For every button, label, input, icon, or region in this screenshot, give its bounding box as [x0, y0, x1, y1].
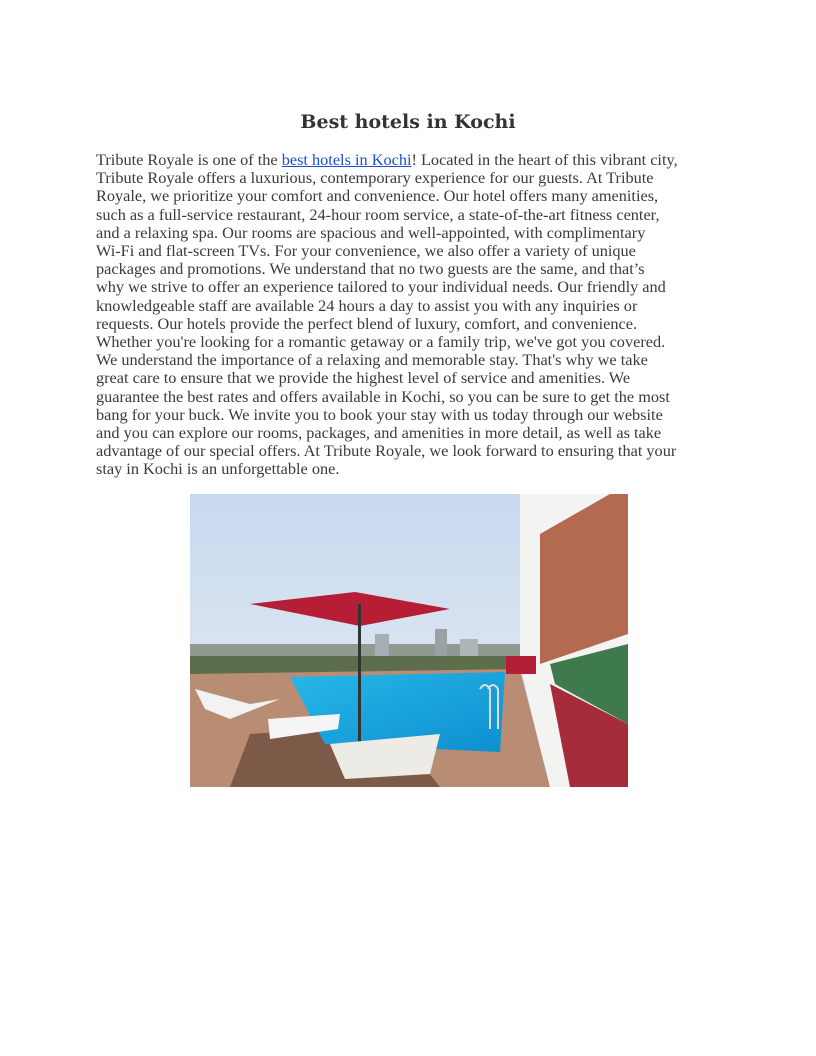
text-line: why we strive to offer an experience tailored to your individual needs. Our friendly and	[96, 277, 666, 297]
best-hotels-link[interactable]: best hotels in Kochi	[281, 150, 412, 169]
text-segment: ! Located in the heart of this vibrant city,	[411, 150, 678, 169]
text-line: Royale, we prioritize your comfort and convenience. Our hotel offers many amenities,	[96, 186, 659, 206]
text-line: such as a full-service restaurant, 24-hour room service, a state-of-the-art fitness center,	[96, 204, 660, 224]
text-segment: Tribute Royale is one of the	[96, 150, 282, 169]
body-paragraph	[96, 151, 736, 479]
text-line: stay in Kochi is an unforgettable one.	[96, 459, 340, 479]
text-line: great care to ensure that we provide the highest level of service and amenities. We	[96, 368, 631, 388]
text-line	[96, 151, 736, 169]
text-line: Whether you're looking for a romantic getaway or a family trip, we've got you covered.	[96, 332, 666, 352]
page-title: Best hotels in Kochi	[300, 111, 516, 133]
text-line: packages and promotions. We understand that no two guests are the same, and that’s	[96, 259, 645, 279]
text-line: bang for your buck. We invite you to book your stay with us today through our website	[96, 404, 663, 424]
text-line: Wi-Fi and flat-screen TVs. For your convenience, we also offer a variety of unique	[96, 241, 636, 261]
text-line: We understand the importance of a relaxing and memorable stay. That's why we take	[96, 350, 648, 370]
text-line: and you can explore our rooms, packages, and amenities in more detail, as well as take	[96, 423, 662, 443]
text-line: knowledgeable staff are available 24 hours a day to assist you with any inquiries or	[96, 295, 638, 315]
hotel-pool-photo	[190, 494, 628, 787]
text-line: and a relaxing spa. Our rooms are spacious and well-appointed, with complimentary	[96, 222, 646, 242]
text-line: requests. Our hotels provide the perfect blend of luxury, comfort, and convenience.	[96, 313, 638, 333]
text-line: guarantee the best rates and offers available in Kochi, so you can be sure to get the most	[96, 386, 670, 406]
text-line: Tribute Royale offers a luxurious, contemporary experience for our guests. At Tribute	[96, 168, 654, 188]
text-line: advantage of our special offers. At Tribute Royale, we look forward to ensuring that your	[96, 441, 677, 461]
pool-image	[190, 494, 628, 787]
